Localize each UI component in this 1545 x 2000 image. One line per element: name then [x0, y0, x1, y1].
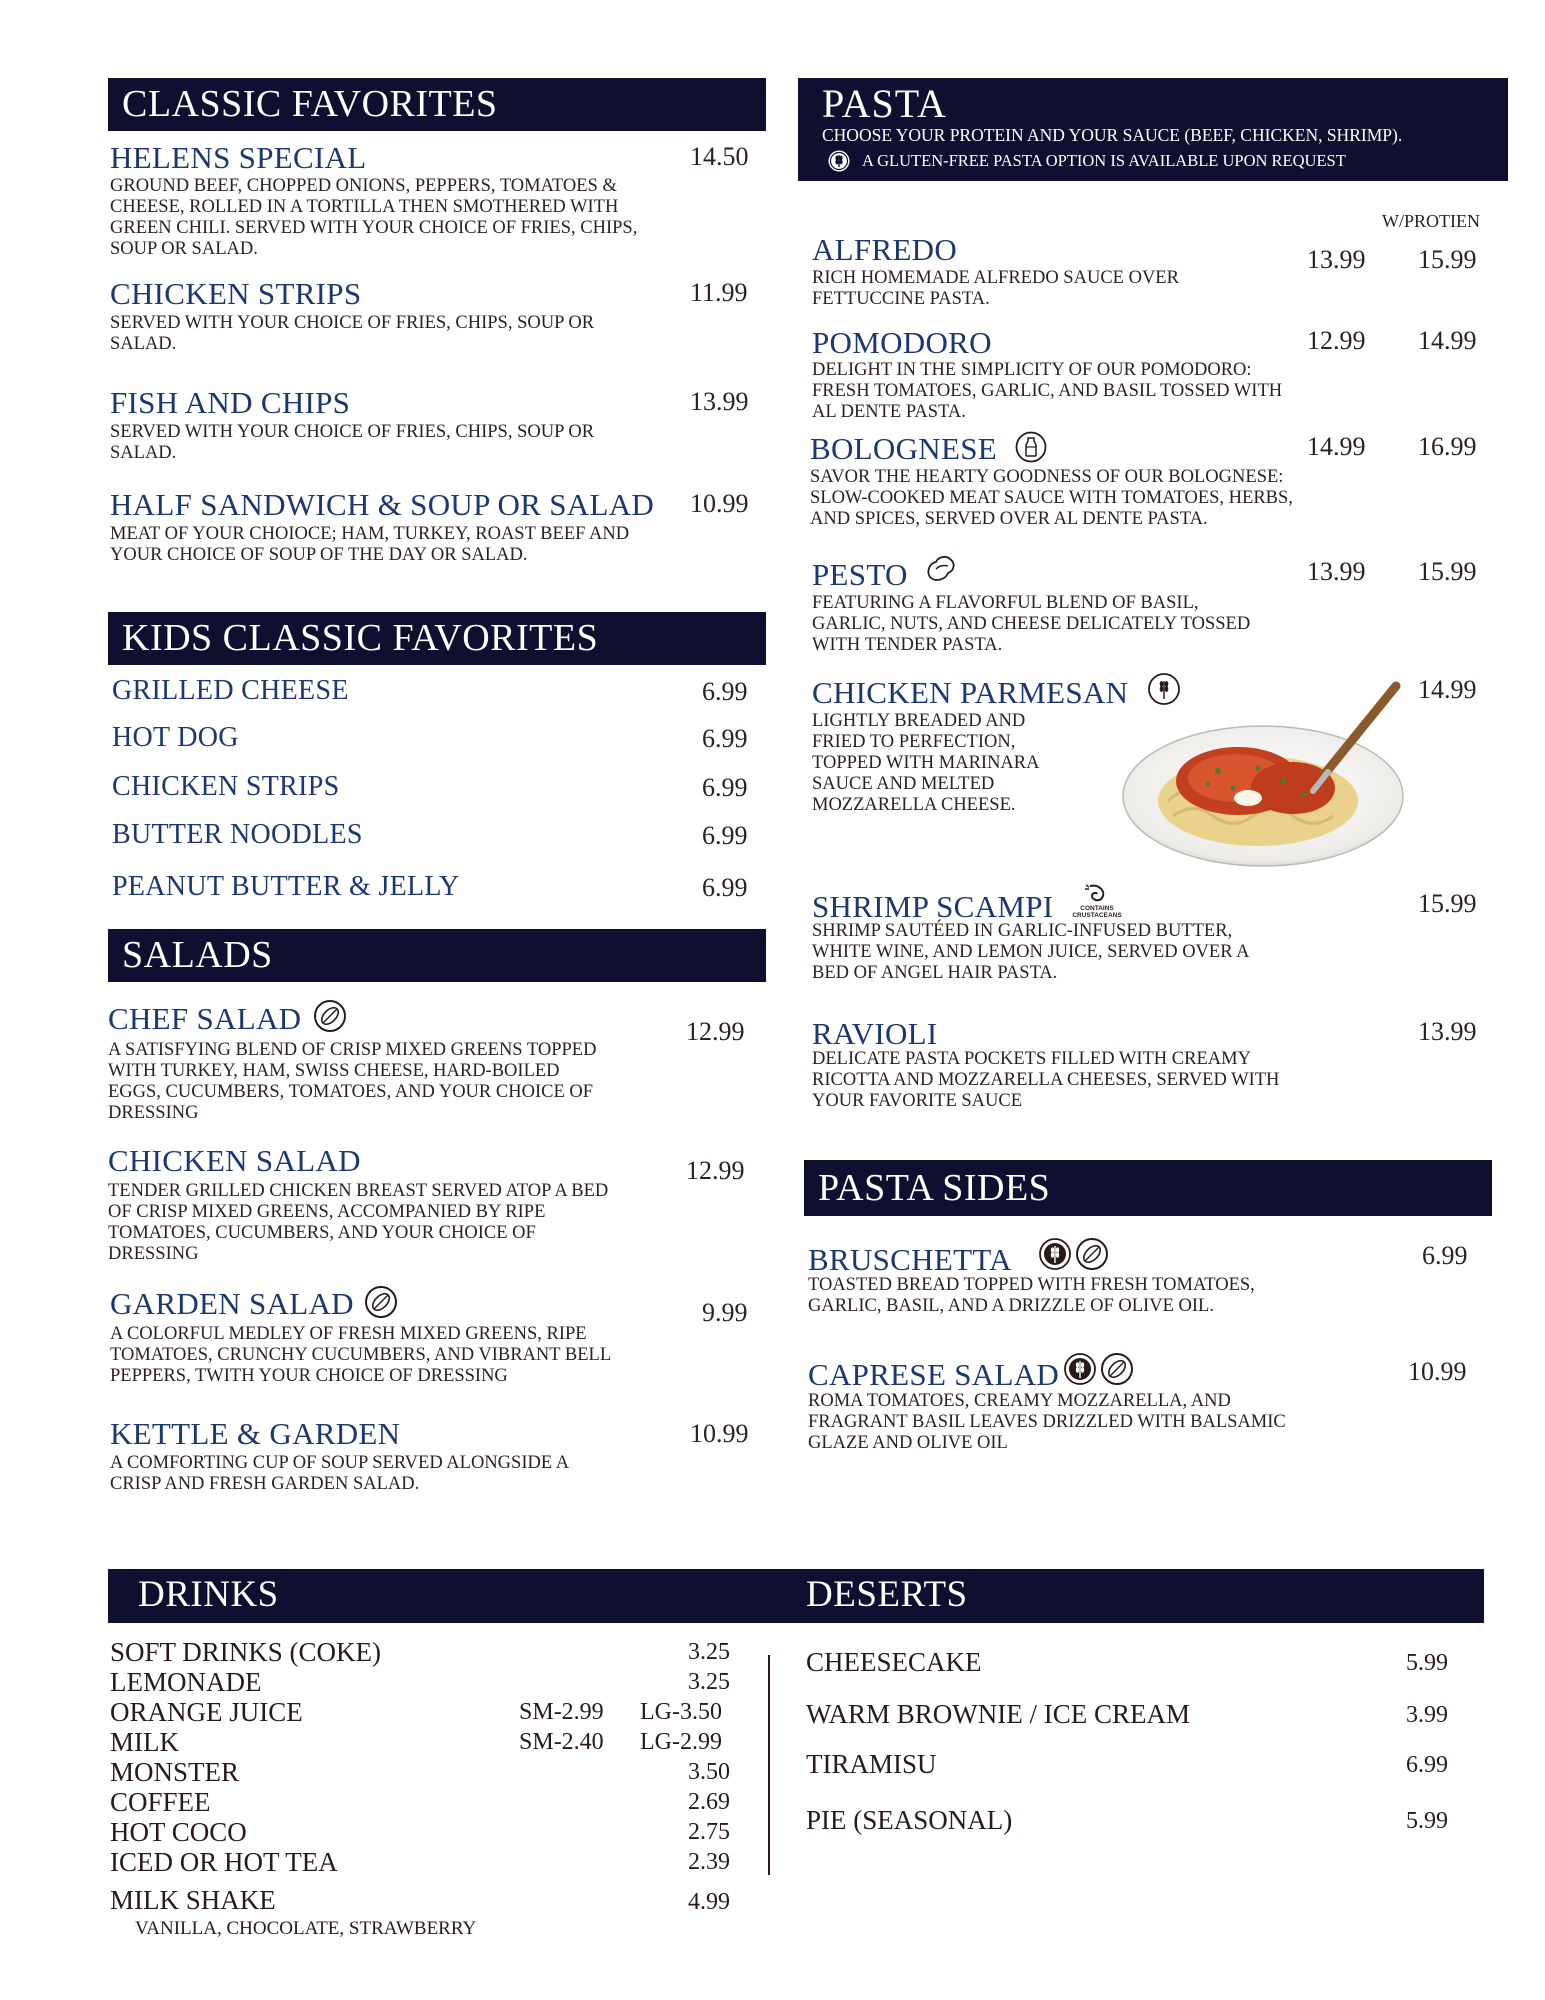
gluten-free-icon	[827, 149, 851, 173]
section-title: CLASSIC FAVORITES	[122, 83, 498, 125]
side-item-description: ROMA TOMATOES, CREAMY MOZZARELLA, AND FRAGRANT BASIL LEAVES DRIZZLED WITH BALSAMIC GLAZE AND OLIVE OIL	[808, 1391, 1286, 1453]
menu-item-name: FISH AND CHIPS	[110, 385, 351, 420]
salad-item-description: TENDER GRILLED CHICKEN BREAST SERVED ATOP A BED OF CRISP MIXED GREENS, ACCOMPANIED BY RIPE TOMATOES, CUCUMBERS, AND YOUR CHOICE OF DRESSING	[108, 1181, 609, 1264]
salad-item-name: CHICKEN SALAD	[108, 1143, 361, 1178]
desert-item-price: 6.99	[1406, 1752, 1448, 1778]
kids-item-price: 6.99	[702, 724, 748, 753]
salad-item-name: CHEF SALAD	[108, 1001, 302, 1036]
drink-item-name: MILK	[110, 1727, 179, 1757]
chicken-parmesan-photo	[1118, 676, 1418, 876]
desert-item-price: 5.99	[1406, 1650, 1448, 1676]
leaf-icon	[1075, 1237, 1109, 1271]
drink-item-price: 2.69	[688, 1789, 730, 1815]
pasta-item-description: DELICATE PASTA POCKETS FILLED WITH CREAMY RICOTTA AND MOZZARELLA CHEESES, SERVED WITH YOUR FAVORITE SAUCE	[812, 1049, 1280, 1111]
kids-item-name: BUTTER NOODLES	[112, 819, 363, 850]
drink-item-name: MONSTER	[110, 1757, 240, 1787]
drink-large-price: LG-2.99	[640, 1729, 722, 1755]
kids-item-price: 6.99	[702, 821, 748, 850]
menu-item-price: 10.99	[690, 489, 749, 518]
section-title: SALADS	[122, 934, 273, 976]
menu-item-description: GROUND BEEF, CHOPPED ONIONS, PEPPERS, TOMATOES & CHEESE, ROLLED IN A TORTILLA THEN SMOTHERED WITH GREEN CHILI. SERVED WITH YOUR CHOICE OF FRIES, CHIPS, SOUP OR SALAD.	[110, 176, 638, 259]
salad-item-price: 10.99	[690, 1419, 749, 1448]
column-divider	[768, 1655, 770, 1875]
drink-item-price: 2.75	[688, 1819, 730, 1845]
menu-item-name: CHICKEN STRIPS	[110, 276, 362, 311]
kids-item-price: 6.99	[702, 677, 748, 706]
kids-item-name: CHICKEN STRIPS	[112, 771, 340, 802]
pasta-item-description: LIGHTLY BREADED AND FRIED TO PERFECTION, TOPPED WITH MARINARA SAUCE AND MELTED MOZZARELLA CHEESE.	[812, 711, 1039, 815]
pasta-item-description: RICH HOMEMADE ALFREDO SAUCE OVER FETTUCCINE PASTA.	[812, 268, 1179, 309]
salad-item-description: A COLORFUL MEDLEY OF FRESH MIXED GREENS, RIPE TOMATOES, CRUNCHY CUCUMBERS, AND VIBRANT BELL PEPPERS, TWITH YOUR CHOICE OF DRESSING	[110, 1324, 611, 1386]
menu-item-description: SERVED WITH YOUR CHOICE OF FRIES, CHIPS, SOUP OR SALAD.	[110, 422, 595, 463]
menu-item-name: HALF SANDWICH & SOUP OR SALAD	[110, 487, 655, 522]
drink-item-name: SOFT DRINKS (COKE)	[110, 1637, 382, 1667]
pasta-item-name: CHICKEN PARMESAN	[812, 675, 1129, 710]
salad-item-price: 9.99	[702, 1298, 748, 1327]
menu-item-price: 13.99	[690, 387, 749, 416]
side-item-name: CAPRESE SALAD	[808, 1357, 1060, 1392]
pasta-item-price: 13.99	[1418, 1017, 1477, 1046]
pasta-item-name: RAVIOLI	[812, 1016, 938, 1051]
side-item-price: 6.99	[1422, 1241, 1468, 1270]
kids-item-price: 6.99	[702, 873, 748, 902]
menu-item-price: 14.50	[690, 142, 749, 171]
pasta-item-name: POMODORO	[812, 325, 992, 360]
leaf-icon	[313, 999, 347, 1033]
drink-item-price: 3.50	[688, 1759, 730, 1785]
salad-item-description: A COMFORTING CUP OF SOUP SERVED ALONGSIDE A CRISP AND FRESH GARDEN SALAD.	[110, 1453, 569, 1494]
pasta-item-price-with-protein: 14.99	[1418, 326, 1477, 355]
drink-item-name: ICED OR HOT TEA	[110, 1847, 338, 1877]
drink-item-price: 4.99	[688, 1889, 730, 1915]
pasta-sides-header	[804, 1160, 1492, 1216]
menu-item-description: SERVED WITH YOUR CHOICE OF FRIES, CHIPS, SOUP OR SALAD.	[110, 313, 595, 354]
milk-shake-flavors: VANILLA, CHOCOLATE, STRAWBERRY	[135, 1918, 477, 1939]
pasta-item-price: 15.99	[1418, 889, 1477, 918]
drink-item-name: HOT COCO	[110, 1817, 247, 1847]
drink-large-price: LG-3.50	[640, 1699, 722, 1725]
leaf-icon	[1100, 1352, 1134, 1386]
pasta-item-name: BOLOGNESE	[810, 431, 997, 466]
pasta-item-description: FEATURING A FLAVORFUL BLEND OF BASIL, GARLIC, NUTS, AND CHEESE DELICATELY TOSSED WITH TENDER PASTA.	[812, 593, 1251, 655]
kids-item-name: GRILLED CHEESE	[112, 675, 349, 706]
menu-item-name: HELENS SPECIAL	[110, 140, 367, 175]
gluten-free-note: A GLUTEN-FREE PASTA OPTION IS AVAILABLE UPON REQUEST	[862, 151, 1346, 170]
salad-item-name: KETTLE & GARDEN	[110, 1416, 401, 1451]
desert-item-name: PIE (SEASONAL)	[806, 1805, 1013, 1835]
drink-small-price: SM-2.99	[519, 1699, 604, 1725]
pasta-item-description: SHRIMP SAUTÉED IN GARLIC-INFUSED BUTTER, WHITE WINE, AND LEMON JUICE, SERVED OVER A BED OF ANGEL HAIR PASTA.	[812, 921, 1249, 983]
pasta-item-price: 13.99	[1307, 557, 1366, 586]
drinks-deserts-header	[108, 1569, 1484, 1623]
pasta-item-description: DELIGHT IN THE SIMPLICITY OF OUR POMODORO: FRESH TOMATOES, GARLIC, AND BASIL TOSSED WITH AL DENTE PASTA.	[812, 360, 1283, 422]
with-protein-column-header: W/PROTIEN	[1382, 211, 1480, 231]
drinks-title: DRINKS	[138, 1574, 279, 1615]
desert-item-name: WARM BROWNIE / ICE CREAM	[806, 1699, 1190, 1729]
drink-item-price: 3.25	[688, 1669, 730, 1695]
nut-icon	[924, 553, 958, 585]
milk-bottle-icon	[1015, 431, 1047, 463]
pasta-item-price-with-protein: 15.99	[1418, 557, 1477, 586]
pasta-item-price: 13.99	[1307, 245, 1366, 274]
pasta-item-name: ALFREDO	[812, 232, 958, 267]
crustacean-label: CONTAINS CRUSTACEANS	[1072, 905, 1122, 919]
pasta-item-price-with-protein: 16.99	[1418, 432, 1477, 461]
drink-small-price: SM-2.40	[519, 1729, 604, 1755]
kids-item-name: PEANUT BUTTER & JELLY	[112, 871, 460, 902]
pasta-item-description: SAVOR THE HEARTY GOODNESS OF OUR BOLOGNESE: SLOW-COOKED MEAT SAUCE WITH TOMATOES, HERBS, AND SPICES, SERVED OVER AL DENTE PASTA.	[810, 467, 1293, 529]
salad-item-price: 12.99	[686, 1156, 745, 1185]
desert-item-price: 5.99	[1406, 1808, 1448, 1834]
menu-item-description: MEAT OF YOUR CHOIOCE; HAM, TURKEY, ROAST BEEF AND YOUR CHOICE OF SOUP OF THE DAY OR SALAD.	[110, 524, 630, 565]
salad-item-name: GARDEN SALAD	[110, 1286, 354, 1321]
salad-item-description: A SATISFYING BLEND OF CRISP MIXED GREENS TOPPED WITH TURKEY, HAM, SWISS CHEESE, HARD-BOILED EGGS, CUCUMBERS, TOMATOES, AND YOUR CHOICE OF DRESSING	[108, 1040, 597, 1123]
kids-item-price: 6.99	[702, 773, 748, 802]
drink-item-name: ORANGE JUICE	[110, 1697, 303, 1727]
section-title: PASTA SIDES	[818, 1167, 1051, 1209]
kids-item-name: HOT DOG	[112, 722, 239, 753]
desert-item-price: 3.99	[1406, 1702, 1448, 1728]
side-item-name: BRUSCHETTA	[808, 1242, 1012, 1277]
pasta-header	[798, 78, 1508, 181]
pasta-item-name: SHRIMP SCAMPI	[812, 889, 1054, 924]
desert-item-name: CHEESECAKE	[806, 1647, 982, 1677]
salads-header	[108, 929, 766, 982]
deserts-title: DESERTS	[806, 1574, 968, 1615]
drink-item-price: 3.25	[688, 1639, 730, 1665]
pasta-item-name: PESTO	[812, 557, 908, 592]
crustacean-icon	[1070, 882, 1124, 918]
pasta-item-price: 14.99	[1307, 432, 1366, 461]
kids-favorites-header	[108, 612, 766, 665]
section-title: KIDS CLASSIC FAVORITES	[122, 617, 599, 659]
drink-item-name: MILK SHAKE	[110, 1885, 276, 1915]
pasta-item-price-with-protein: 15.99	[1418, 245, 1477, 274]
wheat-icon	[1063, 1352, 1097, 1386]
classic-favorites-header	[108, 78, 766, 131]
side-item-price: 10.99	[1408, 1357, 1467, 1386]
pasta-item-price: 12.99	[1307, 326, 1366, 355]
menu-item-price: 11.99	[690, 278, 748, 307]
pasta-subtitle: CHOOSE YOUR PROTEIN AND YOUR SAUCE (BEEF, CHICKEN, SHRIMP).	[822, 125, 1403, 145]
drink-item-name: COFFEE	[110, 1787, 211, 1817]
leaf-icon	[364, 1285, 398, 1319]
pasta-item-price: 14.99	[1418, 675, 1477, 704]
drink-item-name: LEMONADE	[110, 1667, 262, 1697]
desert-item-name: TIRAMISU	[806, 1749, 937, 1779]
side-item-description: TOASTED BREAD TOPPED WITH FRESH TOMATOES, GARLIC, BASIL, AND A DRIZZLE OF OLIVE OIL.	[808, 1275, 1255, 1316]
section-title: PASTA	[822, 81, 947, 126]
drink-item-price: 2.39	[688, 1849, 730, 1875]
salad-item-price: 12.99	[686, 1017, 745, 1046]
wheat-icon	[1038, 1237, 1072, 1271]
